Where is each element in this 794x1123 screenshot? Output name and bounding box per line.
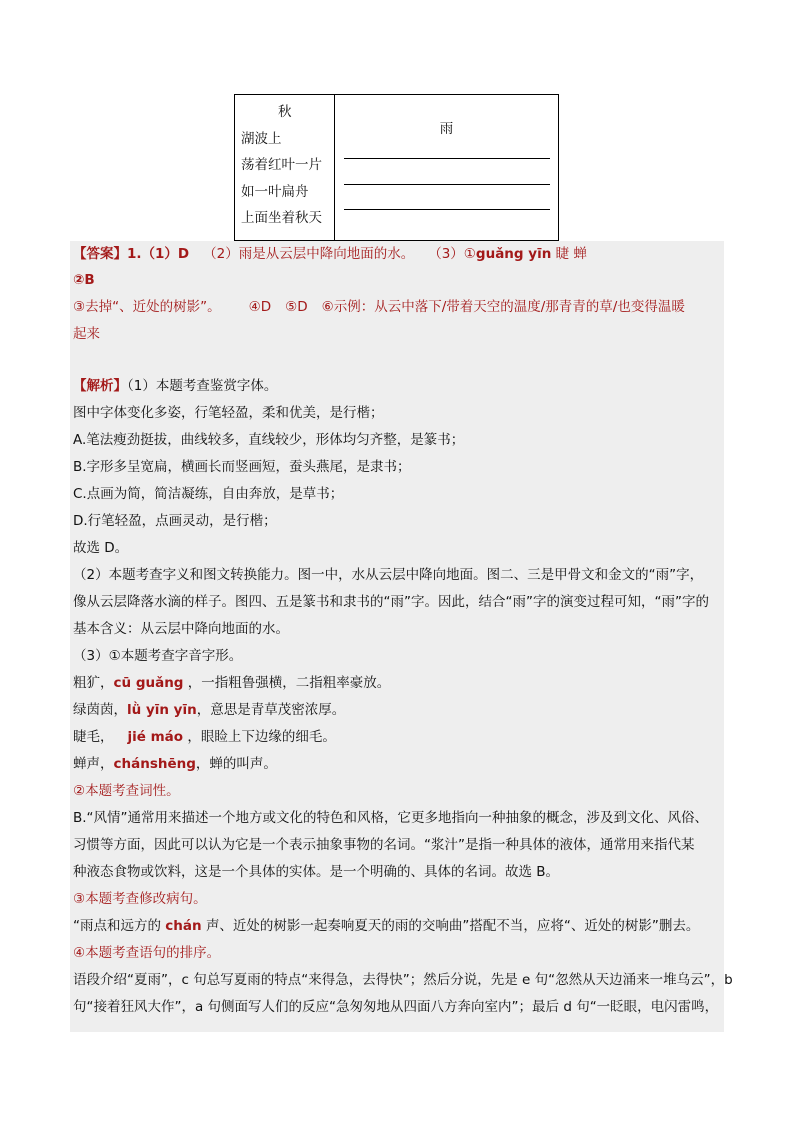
analysis-label: 【解析】 (73, 378, 127, 394)
poem-line: 如一叶扁舟 (241, 183, 309, 200)
pinyin: cū guǎng (113, 675, 184, 691)
poem-table (234, 94, 559, 241)
analysis-line: 睫毛， jié máo ，眼睑上下边缘的细毛。 (73, 729, 336, 745)
answer-label: 【答案】 (73, 246, 127, 262)
analysis-line: 故选 D。 (73, 540, 129, 556)
analysis-line: 基本含义：从云层中降向地面的水。 (73, 621, 289, 637)
analysis-line: 习惯等方面，因此可以认为它是一个表示抽象事物的名词。“浆汁”是指一种具体的液体，通常用来指代某 (73, 837, 695, 853)
analysis-line: ②本题考查词性。 (73, 783, 180, 799)
analysis-line: 种液态食物或饮料，这是一个具体的实体。是一个明确的、具体的名词。故选 B。 (73, 864, 560, 880)
analysis-line: C.点画为简，简洁凝练，自由奔放，是草书； (73, 486, 344, 502)
analysis-line: 蝉声，chánshēng，蝉的叫声。 (73, 756, 277, 772)
poem-imitation-column (335, 95, 558, 240)
answer-blank-line (344, 209, 550, 210)
analysis-line: “雨点和远方的 chán 声、近处的树影一起奏响夏天的雨的交响曲”搭配不当，应将“、近处的树影”删去。 (73, 918, 700, 934)
poem-line: 秋 (278, 104, 292, 120)
analysis-line: A.笔法瘦劲挺拔，曲线较多，直线较少，形体均匀齐整，是篆书； (73, 432, 465, 448)
analysis-line: 图中字体变化多姿，行笔轻盈，柔和优美，是行楷； (73, 405, 384, 421)
answer-blank-line (344, 158, 550, 159)
poem-line: 湖波上 (241, 130, 282, 147)
answer-blank-line (344, 184, 550, 185)
answer-line: 起来 (73, 326, 100, 342)
answer-line: 【答案】1.（1）D （2）雨是从云层中降向地面的水。 （3）①guǎng yīn 睫 蝉 (73, 246, 587, 262)
analysis-line: B.“风情”通常用来描述一个地方或文化的特色和风格，它更多地指向一种抽象的概念，涉及到文化、风俗、 (73, 810, 709, 826)
analysis-line: 绿茵茵，lǜ yīn yīn，意思是青草茂密浓厚。 (73, 702, 346, 718)
analysis-line: （3）①本题考查字音字形。 (73, 648, 243, 664)
analysis-line: 句“接着狂风大作”，a 句侧面写人们的反应“急匆匆地从四面八方奔向室内”；最后 d 句“一眨眼，电闪雷鸣， (73, 999, 719, 1015)
analysis-line: （2）本题考查字义和图文转换能力。图一中，水从云层中降向地面。图二、三是甲骨文和金文的“雨”字， (73, 567, 704, 583)
analysis-line: B.字形多呈宽扁，横画长而竖画短，蚕头燕尾，是隶书； (73, 459, 411, 475)
analysis-line: 粗犷，cū guǎng ，一指粗鲁强横，二指粗率豪放。 (73, 675, 391, 691)
poem-line: 上面坐着秋天 (241, 210, 322, 226)
analysis-line: 语段介绍“夏雨”，c 句总写夏雨的特点“来得急，去得快”；然后分说，先是 e 句“忽然从天边涌来一堆乌云”，b (73, 972, 733, 988)
poem-original-column (235, 95, 335, 240)
analysis-line: 【解析】（1）本题考查鉴赏字体。 (73, 378, 278, 394)
answer-line: ③去掉“、近处的树影”。 ④D ⑤D ⑥示例：从云中落下/带着天空的温度/那青青的草/也变得温暖 (73, 299, 685, 315)
poem-line: 荡着红叶一片 (241, 157, 322, 173)
pinyin: chánshēng (113, 756, 196, 772)
pinyin: lǜ yīn yīn (127, 702, 197, 718)
poem-imitation-title: 雨 (439, 121, 454, 137)
pinyin: jié máo (127, 729, 184, 745)
pinyin: chán (165, 918, 202, 934)
analysis-line: 像从云层降落水滴的样子。图四、五是篆书和隶书的“雨”字。因此，结合“雨”字的演变过程可知，“雨”字的 (73, 594, 709, 610)
analysis-line: ④本题考查语句的排序。 (73, 945, 221, 961)
answer-line: ②B (73, 272, 95, 288)
analysis-line: ③本题考查修改病句。 (73, 891, 207, 907)
answer-analysis-section (70, 241, 733, 1032)
analysis-line: D.行笔轻盈，点画灵动，是行楷； (73, 513, 277, 529)
